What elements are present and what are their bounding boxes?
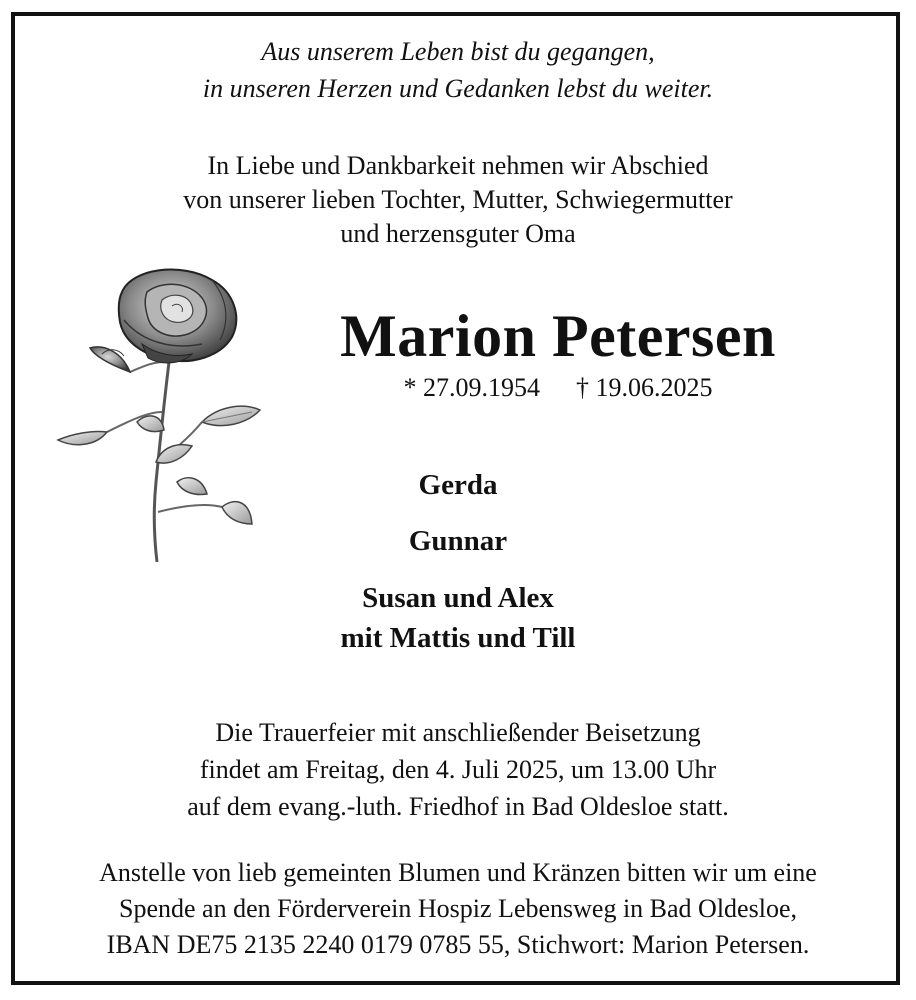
- mourner-name: Gerda: [418, 469, 498, 501]
- motto-line-1: Aus unserem Leben bist du gegangen,: [261, 37, 655, 66]
- donation-line-2: Spende an den Förderverein Hospiz Lebensweg in Bad Oldesloe,: [119, 894, 797, 923]
- funeral-line-3: auf dem evang.-luth. Friedhof in Bad Oldesloe statt.: [187, 792, 729, 821]
- mourner-name: Susan und Alex: [362, 582, 554, 614]
- donation-request: [0, 855, 916, 963]
- intro-line-1: In Liebe und Dankbarkeit nehmen wir Abschied: [207, 151, 709, 180]
- motto-line-2: in unseren Herzen und Gedanken lebst du weiter.: [202, 74, 714, 103]
- deceased-name: Marion Petersen: [340, 303, 776, 369]
- mourner-name: mit Mattis und Till: [340, 622, 576, 654]
- donation-line-1: Anstelle von lieb gemeinten Blumen und Kränzen bitten wir um eine: [99, 858, 817, 887]
- farewell-intro: [0, 149, 916, 251]
- funeral-line-1: Die Trauerfeier mit anschließender Beisetzung: [215, 718, 701, 747]
- funeral-line-2: findet am Freitag, den 4. Juli 2025, um 13.00 Uhr: [199, 755, 717, 784]
- motto-verse: [0, 33, 916, 107]
- life-dates: [300, 370, 816, 406]
- intro-line-2: von unserer lieben Tochter, Mutter, Schwiegermutter: [183, 185, 733, 214]
- funeral-details: [0, 714, 916, 825]
- birth-date: * 27.09.1954: [403, 373, 540, 402]
- donation-line-3: IBAN DE75 2135 2240 0179 0785 55, Stichwort: Marion Petersen.: [106, 930, 810, 959]
- mourner-name: Gunnar: [408, 525, 508, 557]
- death-date: † 19.06.2025: [576, 373, 713, 402]
- intro-line-3: und herzensguter Oma: [340, 219, 576, 248]
